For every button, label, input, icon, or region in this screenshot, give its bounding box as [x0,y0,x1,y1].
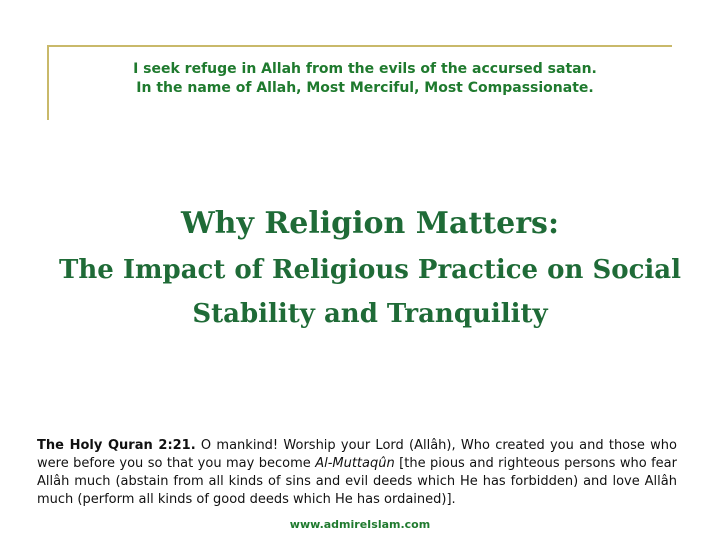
quote-text-part-1: O mankind! Worship your Lord (Allâh), Who created you and those who were before you so that you may become [37,438,677,471]
decorative-frame-top-line [47,45,672,47]
quote-term: Al-Muttaqûn [315,456,395,471]
quote-reference: The Holy Quran 2:21. [37,438,196,453]
invocation-line-2: In the name of Allah, Most Merciful, Most Compassionate. [136,80,594,96]
slide-subtitle-line-2: Stability and Tranquility [192,299,548,329]
footer-website: www.admireIslam.com [289,518,431,531]
slide-title-block [20,200,720,336]
slide-title: Why Religion Matters: [180,206,560,241]
quote-text-part-2: [the pious and righteous persons who fear Allâh much (abstain from all kinds of sins and evil deeds which He has forbidden) and love Allâh much (perform all kinds of good deeds which He has ordained)]. [37,456,677,507]
quran-quote [37,437,677,509]
invocation-line-1: I seek refuge in Allah from the evils of the accursed satan. [133,61,597,77]
slide-subtitle-line-1: The Impact of Religious Practice on Social [59,255,681,285]
opening-invocation [60,60,670,98]
decorative-frame-left-line [47,45,49,120]
